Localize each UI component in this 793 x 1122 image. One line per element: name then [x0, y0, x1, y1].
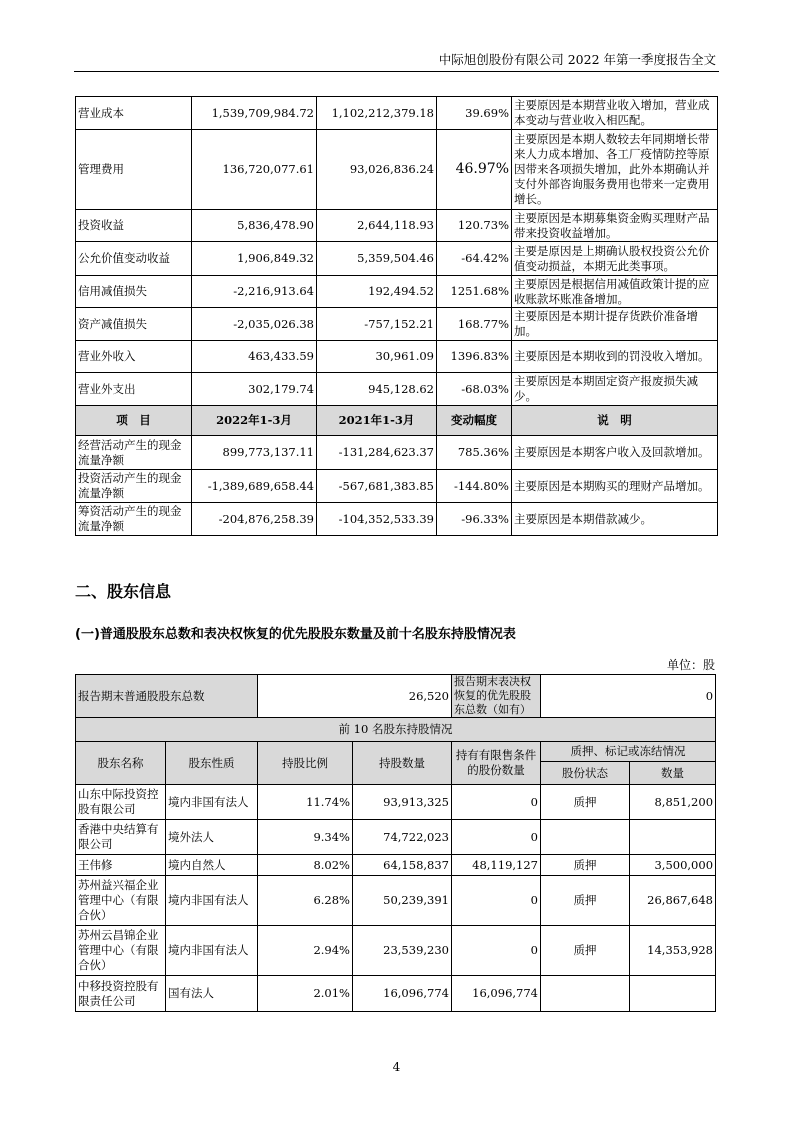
pledge-status: 质押 — [541, 876, 630, 926]
holder-qty: 74,722,023 — [353, 820, 452, 855]
item-name: 营业外收入 — [76, 341, 192, 373]
explanation: 主要原因是本期营业收入增加，营业成本变动与营业收入相匹配。 — [512, 97, 718, 130]
holder-ratio: 2.01% — [258, 976, 353, 1012]
holder-ratio: 6.28% — [258, 876, 353, 926]
table-row — [76, 876, 716, 926]
value-2022: 5,836,478.90 — [192, 210, 317, 242]
change-rate: -64.42% — [437, 242, 512, 276]
holder-restricted: 0 — [452, 926, 541, 976]
header-change: 变动幅度 — [437, 406, 512, 436]
preferred-holders-label: 报告期末表决权恢复的优先股股东总数（如有） — [452, 675, 541, 718]
value-2021: 2,644,118.93 — [317, 210, 437, 242]
change-rate: -144.80% — [437, 470, 512, 503]
holder-ratio: 8.02% — [258, 855, 353, 876]
value-2022: 1,539,709,984.72 — [192, 97, 317, 130]
holder-name: 王伟修 — [76, 855, 166, 876]
table-row — [76, 976, 716, 1012]
item-name: 筹资活动产生的现金流量净额 — [76, 503, 192, 536]
holder-qty: 16,096,774 — [353, 976, 452, 1012]
change-rate: 168.77% — [437, 308, 512, 341]
holder-restricted: 48,119,127 — [452, 855, 541, 876]
holder-nature: 境内非国有法人 — [166, 785, 258, 820]
value-2022: -2,216,913.64 — [192, 276, 317, 308]
holder-restricted: 0 — [452, 785, 541, 820]
explanation: 主要原因是根据信用减值政策计提的应收账款坏账准备增加。 — [512, 276, 718, 308]
explanation: 主要原因是本期借款减少。 — [512, 503, 718, 536]
pledge-status: 质押 — [541, 855, 630, 876]
header-2021: 2021年1-3月 — [317, 406, 437, 436]
table-header-row — [76, 742, 716, 762]
table-row — [76, 820, 716, 855]
item-name: 营业外支出 — [76, 373, 192, 406]
holder-restricted: 0 — [452, 876, 541, 926]
summary-row — [76, 675, 716, 718]
value-2022: 302,179.74 — [192, 373, 317, 406]
value-2021: -131,284,623.37 — [317, 436, 437, 470]
pledge-count: 3,500,000 — [630, 855, 716, 876]
change-rate: 1251.68% — [437, 276, 512, 308]
holder-name: 中移投资控股有限责任公司 — [76, 976, 166, 1012]
value-2021: 192,494.52 — [317, 276, 437, 308]
pledge-status: 质押 — [541, 785, 630, 820]
total-holders-label: 报告期末普通股股东总数 — [76, 675, 258, 718]
item-name: 信用减值损失 — [76, 276, 192, 308]
pledge-count: 26,867,648 — [630, 876, 716, 926]
value-2021: -757,152.21 — [317, 308, 437, 341]
holder-ratio: 9.34% — [258, 820, 353, 855]
table-row — [76, 242, 718, 276]
page-header: 中际旭创股份有限公司 2022 年第一季度报告全文 — [438, 52, 716, 67]
value-2021: 1,102,212,379.18 — [317, 97, 437, 130]
total-holders-value: 26,520 — [258, 675, 452, 718]
table-row — [76, 130, 718, 210]
value-2022: -204,876,258.39 — [192, 503, 317, 536]
value-2021: 93,026,836.24 — [317, 130, 437, 210]
change-rate: -68.03% — [437, 373, 512, 406]
item-name: 投资活动产生的现金流量净额 — [76, 470, 192, 503]
pledge-count: 14,353,928 — [630, 926, 716, 976]
subsection-title: (一)普通股股东总数和表决权恢复的优先股股东数量及前十名股东持股情况表 — [75, 627, 516, 642]
value-2022: 463,433.59 — [192, 341, 317, 373]
table-row — [76, 308, 718, 341]
holder-name: 香港中央结算有限公司 — [76, 820, 166, 855]
header-count: 数量 — [630, 762, 716, 785]
value-2022: 1,906,849.32 — [192, 242, 317, 276]
holder-qty: 23,539,230 — [353, 926, 452, 976]
page-number: 4 — [392, 1060, 401, 1074]
section-title: 二、股东信息 — [75, 582, 172, 601]
pledge-status — [541, 976, 630, 1012]
explanation: 主要原因是本期客户收入及回款增加。 — [512, 436, 718, 470]
explanation: 主要原因是本期募集资金购买理财产品带来投资收益增加。 — [512, 210, 718, 242]
value-2021: -567,681,383.85 — [317, 470, 437, 503]
explanation: 主要原因是本期固定资产报废损失减少。 — [512, 373, 718, 406]
header-item: 项 目 — [76, 406, 192, 436]
holder-qty: 64,158,837 — [353, 855, 452, 876]
holder-ratio: 2.94% — [258, 926, 353, 976]
pledge-count — [630, 820, 716, 855]
header-note: 说 明 — [512, 406, 718, 436]
table-header-row — [76, 406, 718, 436]
table-row — [76, 785, 716, 820]
holder-ratio: 11.74% — [258, 785, 353, 820]
table-row — [76, 210, 718, 242]
holder-nature: 境内非国有法人 — [166, 926, 258, 976]
holder-name: 苏州益兴福企业管理中心（有限合伙） — [76, 876, 166, 926]
holder-qty: 50,239,391 — [353, 876, 452, 926]
header-restricted: 持有有限售条件的股份数量 — [452, 742, 541, 785]
value-2022: 136,720,077.61 — [192, 130, 317, 210]
pledge-status — [541, 820, 630, 855]
top10-title-row — [76, 718, 716, 742]
change-rate: 39.69% — [437, 97, 512, 130]
table-row — [76, 97, 718, 130]
holder-name: 山东中际投资控股有限公司 — [76, 785, 166, 820]
item-name: 资产减值损失 — [76, 308, 192, 341]
explanation: 主要原因是本期人数较去年同期增长带来人力成本增加、各工厂疫情防控等原因带来各项损失增加，此外本期确认并支付外部咨询服务费用也带来一定费用增长。 — [512, 130, 718, 210]
value-2021: 5,359,504.46 — [317, 242, 437, 276]
pledge-count: 8,851,200 — [630, 785, 716, 820]
header-2022: 2022年1-3月 — [192, 406, 317, 436]
header-nature: 股东性质 — [166, 742, 258, 785]
holder-qty: 93,913,325 — [353, 785, 452, 820]
explanation: 主要原因是本期收到的罚没收入增加。 — [512, 341, 718, 373]
holder-nature: 国有法人 — [166, 976, 258, 1012]
header-ratio: 持股比例 — [258, 742, 353, 785]
holder-nature: 境外法人 — [166, 820, 258, 855]
table-row — [76, 926, 716, 976]
item-name: 投资收益 — [76, 210, 192, 242]
table-row — [76, 855, 716, 876]
item-name: 公允价值变动收益 — [76, 242, 192, 276]
explanation: 主要原因是本期计提存货跌价准备增加。 — [512, 308, 718, 341]
value-2022: -1,389,689,658.44 — [192, 470, 317, 503]
holder-restricted: 16,096,774 — [452, 976, 541, 1012]
change-rate: 1396.83% — [437, 341, 512, 373]
unit-label: 单位：股 — [666, 658, 715, 672]
value-2021: -104,352,533.39 — [317, 503, 437, 536]
header-qty: 持股数量 — [353, 742, 452, 785]
value-2022: -2,035,026.38 — [192, 308, 317, 341]
item-name: 经营活动产生的现金流量净额 — [76, 436, 192, 470]
explanation: 主要原因是本期购买的理财产品增加。 — [512, 470, 718, 503]
change-rate: 46.97% — [437, 130, 512, 210]
preferred-holders-value: 0 — [541, 675, 716, 718]
holder-name: 苏州云昌锦企业管理中心（有限合伙） — [76, 926, 166, 976]
holder-restricted: 0 — [452, 820, 541, 855]
pledge-count — [630, 976, 716, 1012]
holder-nature: 境内非国有法人 — [166, 876, 258, 926]
holder-nature: 境内自然人 — [166, 855, 258, 876]
change-rate: 120.73% — [437, 210, 512, 242]
change-rate: 785.36% — [437, 436, 512, 470]
pledge-status: 质押 — [541, 926, 630, 976]
header-pledge-group: 质押、标记或冻结情况 — [541, 742, 716, 762]
value-2022: 899,773,137.11 — [192, 436, 317, 470]
table-row — [76, 276, 718, 308]
header-rule — [74, 71, 719, 72]
table-row — [76, 470, 718, 503]
shareholders-table — [75, 674, 716, 1012]
change-rate: -96.33% — [437, 503, 512, 536]
table-row — [76, 503, 718, 536]
change-analysis-table — [75, 96, 718, 536]
explanation: 主要是原因是上期确认股权投资公允价值变动损益，本期无此类事项。 — [512, 242, 718, 276]
item-name: 营业成本 — [76, 97, 192, 130]
top10-title: 前 10 名股东持股情况 — [76, 718, 716, 742]
item-name: 管理费用 — [76, 130, 192, 210]
table-row — [76, 436, 718, 470]
header-status: 股份状态 — [541, 762, 630, 785]
value-2021: 945,128.62 — [317, 373, 437, 406]
table-row — [76, 341, 718, 373]
table-row — [76, 373, 718, 406]
value-2021: 30,961.09 — [317, 341, 437, 373]
header-name: 股东名称 — [76, 742, 166, 785]
